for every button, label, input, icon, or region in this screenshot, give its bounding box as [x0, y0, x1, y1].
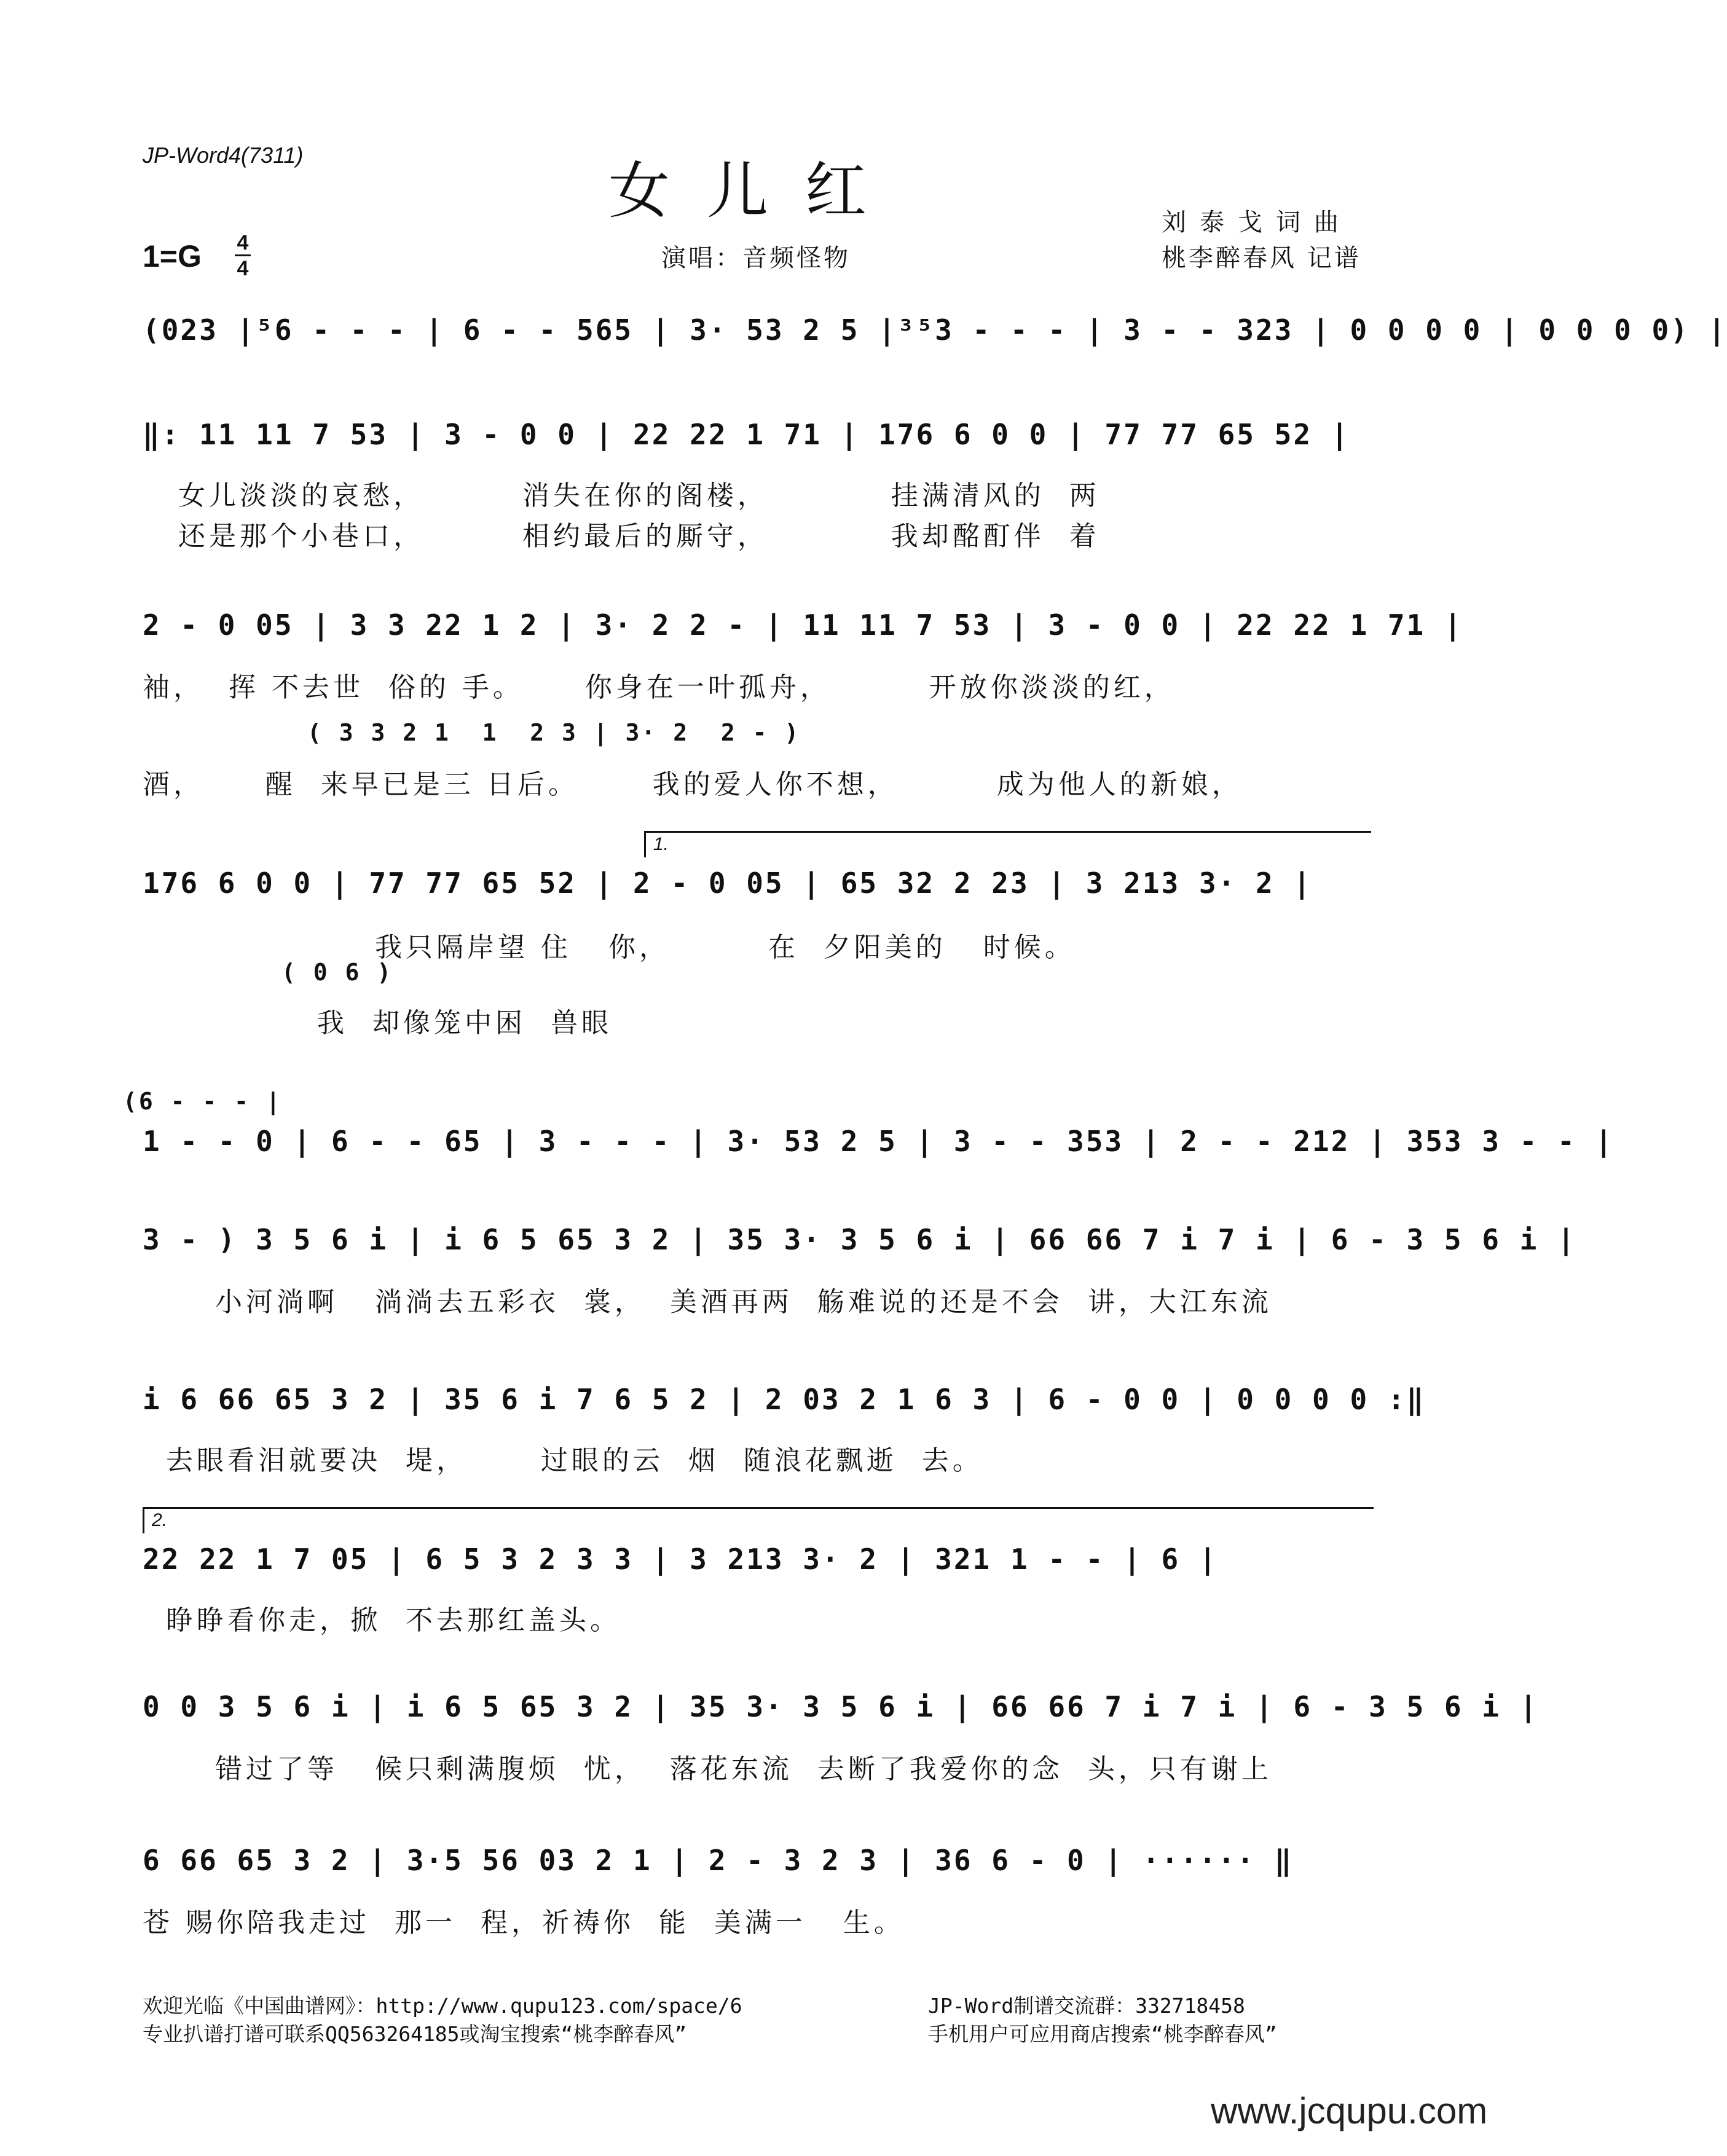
alternate-notes-system-3: ( 3 3 2 1 1 2 3 | 3· 2 2 - )	[307, 719, 801, 746]
software-label: JP-Word4(7311)	[143, 143, 304, 168]
lyrics-system-2-verse-2: 还是那个小巷口， 相约最后的厮守， 我却酩酊伴 着	[178, 521, 1100, 552]
score-system-3: 2 - 0 05 | 3 3 22 1 2 | 3· 2 2 - | 11 11 7 53 | 3 - 0 0 | 22 22 1 71 |	[143, 608, 1463, 642]
performer-credit: 演唱：音频怪物	[661, 244, 851, 272]
lyrics-system-8: 睁睁看你走，掀 不去那红盖头。	[166, 1605, 621, 1636]
score-system-7: i 6 66 65 3 2 | 35 6 i 7 6 5 2 | 2 03 2 1 6 3 | 6 - 0 0 | 0 0 0 0 :‖	[143, 1383, 1426, 1416]
lyrics-system-9: 错过了等 候只剩满腹烦 忧， 落花东流 去断了我爱你的念 头，只有谢上	[215, 1753, 1272, 1785]
lyrics-system-4-verse-1: 我只隔岸望 住 你， 在 夕阳美的 时候。	[375, 932, 1076, 963]
score-system-1: (023 |⁵6 - - - | 6 - - 565 | 3· 53 2 5 |³⁵3 - - - | 3 - - 323 | 0 0 0 0 | 0 0 0 0) |	[143, 313, 1727, 347]
score-system-5: 1 - - 0 | 6 - - 65 | 3 - - - | 3· 53 2 5 | 3 - - 353 | 2 - - 212 | 353 3 - - |	[143, 1125, 1615, 1158]
transcriber-credit: 桃李醉春风 记谱	[1162, 244, 1361, 272]
footer-group-info: JP-Word制谱交流群：332718458	[928, 1994, 1245, 2018]
composer-credit: 刘泰戈词曲	[1162, 208, 1352, 237]
footer-contact: 专业扒谱打谱可联系QQ563264185或淘宝搜索“桃李醉春风”	[143, 2022, 687, 2046]
lyrics-system-6: 小河淌啊 淌淌去五彩衣 裳， 美酒再两 觞难说的还是不会 讲，大江东流	[215, 1286, 1272, 1318]
score-system-6: 3 - ) 3 5 6 i | i 6 5 65 3 2 | 35 3· 3 5 6 i | 66 66 7 i 7 i | 6 - 3 5 6 i |	[143, 1223, 1576, 1256]
score-system-8: 22 22 1 7 05 | 6 5 3 2 3 3 | 3 213 3· 2 | 321 1 - - | 6 |	[143, 1543, 1218, 1576]
score-system-10: 6 66 65 3 2 | 3·5 56 03 2 1 | 2 - 3 2 3 | 36 6 - 0 | ······ ‖	[143, 1844, 1294, 1877]
song-title: 女儿红	[608, 155, 903, 227]
lyrics-system-2-verse-1: 女儿淡淡的哀愁， 消失在你的阁楼， 挂满清风的 两	[178, 480, 1100, 511]
volta-second-ending: 2.	[143, 1507, 1374, 1533]
time-signature-bar	[235, 254, 251, 256]
key-signature: 1=G	[143, 239, 202, 273]
time-signature-top: 4	[237, 231, 249, 254]
time-signature-bottom: 4	[237, 257, 249, 280]
lyrics-system-3-verse-1: 袖， 挥 不去世 俗的 手。 你身在一叶孤舟， 开放你淡淡的红，	[143, 672, 1175, 703]
lyrics-system-3-verse-2: 酒， 醒 来早已是三 日后。 我的爱人你不想， 成为他人的新娘，	[143, 769, 1243, 800]
score-system-9: 0 0 3 5 6 i | i 6 5 65 3 2 | 35 3· 3 5 6 i | 66 66 7 i 7 i | 6 - 3 5 6 i |	[143, 1690, 1539, 1723]
watermark-url: www.jcqupu.com	[1211, 2090, 1488, 2131]
lyrics-system-4-verse-2: 我 却像笼中困 兽眼	[317, 1007, 612, 1039]
footer-website-link[interactable]: 欢迎光临《中国曲谱网》：http://www.qupu123.com/space/6	[143, 1994, 742, 2018]
pre-notes-system-5: (6 - - - |	[123, 1088, 282, 1115]
alternate-notes-system-4: ( 0 6 )	[281, 959, 393, 986]
score-system-2: ‖: 11 11 7 53 | 3 - 0 0 | 22 22 1 71 | 176 6 0 0 | 77 77 65 52 |	[143, 418, 1350, 451]
footer-app-info: 手机用户可应用商店搜索“桃李醉春风”	[928, 2022, 1277, 2046]
volta-first-ending: 1.	[644, 831, 1371, 857]
lyrics-system-10: 苍 赐你陪我走过 那一 程，祈祷你 能 美满一 生。	[143, 1907, 905, 1938]
lyrics-system-7: 去眼看泪就要决 堤， 过眼的云 烟 随浪花飘逝 去。	[166, 1445, 983, 1476]
score-system-4: 176 6 0 0 | 77 77 65 52 | 2 - 0 05 | 65 32 2 23 | 3 213 3· 2 |	[143, 867, 1313, 900]
